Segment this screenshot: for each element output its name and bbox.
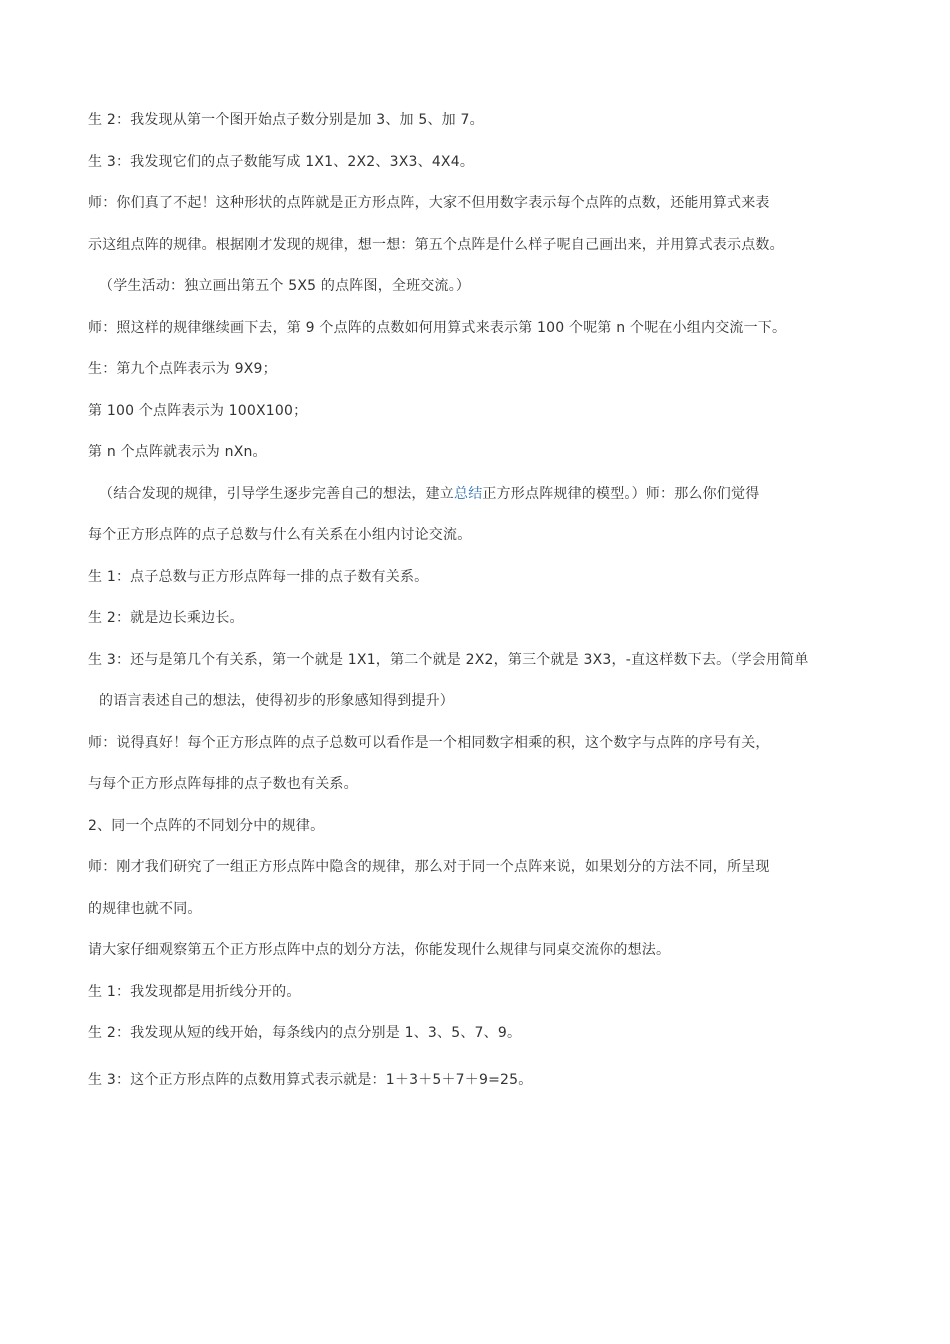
paragraph-line: 师：说得真好！每个正方形点阵的点子总数可以看作是一个相同数字相乘的积，这个数字与点阵的序号有关， bbox=[88, 735, 770, 751]
paragraph-line: 师：照这样的规律继续画下去，第 9 个点阵的点数如何用算式来表示第 100 个呢第 n 个呢在小组内交流一下。 bbox=[88, 320, 787, 336]
paragraph-line: 师：你们真了不起！这种形状的点阵就是正方形点阵，大家不但用数字表示每个点阵的点数，还能用算式来表 bbox=[88, 195, 770, 211]
line-text-after: 正方形点阵规律的模型。）师：那么你们觉得 bbox=[482, 486, 760, 502]
paragraph-line: 示这组点阵的规律。根据刚才发现的规律，想一想：第五个点阵是什么样子呢自己画出来，并用算式表示点数。 bbox=[88, 237, 784, 253]
paragraph-line: 生 2：我发现从短的线开始，每条线内的点分别是 1、3、5、7、9。 bbox=[88, 1025, 522, 1041]
summary-link[interactable]: 总结 bbox=[454, 486, 483, 502]
paragraph-line: 生 3：我发现它们的点子数能写成 1X1、2X2、3X3、4X4。 bbox=[88, 154, 475, 170]
paragraph-line: 生 1：点子总数与正方形点阵每一排的点子数有关系。 bbox=[88, 569, 429, 585]
paragraph-line: （学生活动：独立画出第五个 5X5 的点阵图，全班交流。） bbox=[99, 278, 471, 294]
paragraph-line: 每个正方形点阵的点子总数与什么有关系在小组内讨论交流。 bbox=[88, 527, 472, 543]
paragraph-line: 的规律也就不同。 bbox=[88, 901, 202, 917]
paragraph-line: 生：第九个点阵表示为 9X9； bbox=[88, 361, 277, 377]
paragraph-line: 请大家仔细观察第五个正方形点阵中点的划分方法，你能发现什么规律与同桌交流你的想法。 bbox=[88, 942, 671, 958]
paragraph-line: 与每个正方形点阵每排的点子数也有关系。 bbox=[88, 776, 358, 792]
line-text-before: （结合发现的规律，引导学生逐步完善自己的想法，建立 bbox=[99, 486, 454, 502]
paragraph-line: 第 100 个点阵表示为 100X100； bbox=[88, 403, 308, 419]
paragraph-line: 生 1：我发现都是用折线分开的。 bbox=[88, 984, 301, 1000]
paragraph-line: 生 2：就是边长乘边长。 bbox=[88, 610, 244, 626]
paragraph-line: 生 3：还与是第几个有关系，第一个就是 1X1，第二个就是 2X2，第三个就是 3X3，-直这样数下去。（学会用简单 bbox=[88, 652, 809, 668]
section-heading: 2、同一个点阵的不同划分中的规律。 bbox=[88, 818, 325, 834]
paragraph-line: 师：刚才我们研究了一组正方形点阵中隐含的规律，那么对于同一个点阵来说，如果划分的方法不同，所呈现 bbox=[88, 859, 770, 875]
paragraph-line: 生 3：这个正方形点阵的点数用算式表示就是：1＋3＋5＋7＋9=25。 bbox=[88, 1072, 533, 1088]
paragraph-line: 的语言表述自己的想法，使得初步的形象感知得到提升） bbox=[99, 693, 454, 709]
paragraph-line: 第 n 个点阵就表示为 nXn。 bbox=[88, 444, 267, 460]
paragraph-line-with-link bbox=[99, 484, 759, 504]
paragraph-line: 生 2：我发现从第一个图开始点子数分别是加 3、加 5、加 7。 bbox=[88, 112, 484, 128]
